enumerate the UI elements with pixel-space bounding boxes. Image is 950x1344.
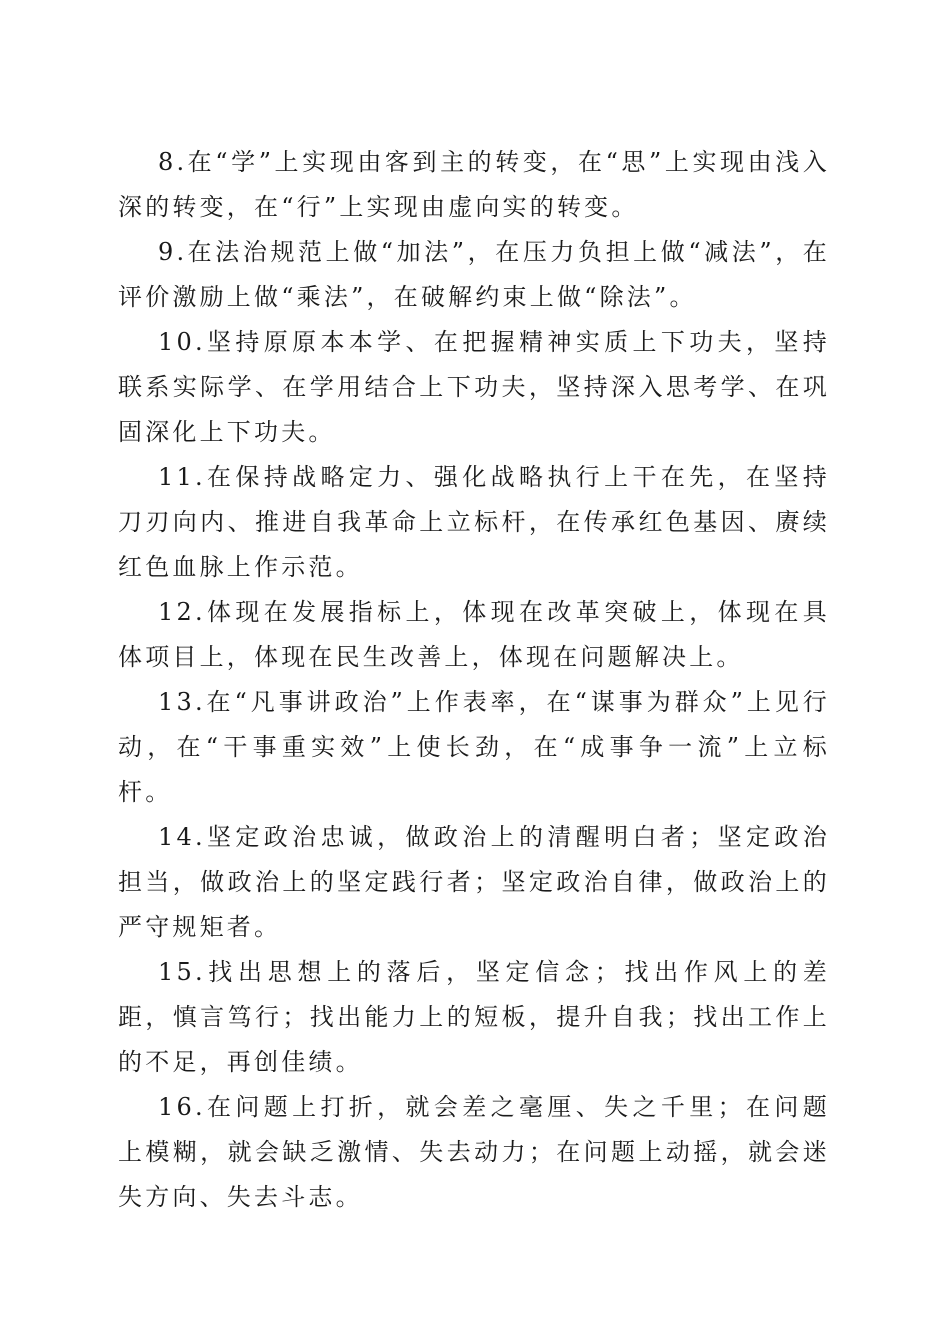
- paragraph-item-10: 10.坚持原原本本学、在把握精神实质上下功夫，坚持联系实际学、在学用结合上下功夫，坚持深入思考学、在巩固深化上下功夫。: [118, 328, 830, 446]
- paragraph-item-11: 11.在保持战略定力、强化战略执行上干在先，在坚持刀刃向内、推进自我革命上立标杆，在传承红色基因、赓续红色血脉上作示范。: [118, 463, 830, 581]
- paragraph-item-12: 12.体现在发展指标上，体现在改革突破上，体现在具体项目上，体现在民生改善上，体现在问题解决上。: [118, 598, 830, 671]
- paragraph-item-14: 14.坚定政治忠诚，做政治上的清醒明白者；坚定政治担当，做政治上的坚定践行者；坚定政治自律，做政治上的严守规矩者。: [118, 823, 830, 941]
- paragraph-item-16: 16.在问题上打折，就会差之毫厘、失之千里；在问题上模糊，就会缺乏激情、失去动力；在问题上动摇，就会迷失方向、失去斗志。: [118, 1093, 830, 1211]
- paragraph-item-15: 15.找出思想上的落后，坚定信念；找出作风上的差距，慎言笃行；找出能力上的短板，提升自我；找出工作上的不足，再创佳绩。: [118, 958, 830, 1076]
- paragraph-item-13: 13.在“凡事讲政治”上作表率，在“谋事为群众”上见行动，在“干事重实效”上使长劲，在“成事争一流”上立标杆。: [118, 688, 830, 806]
- document-body: [118, 140, 830, 1220]
- paragraph-item-9: 9.在法治规范上做“加法”，在压力负担上做“减法”，在评价激励上做“乘法”，在破解约束上做“除法”。: [118, 238, 830, 311]
- paragraph-item-8: 8.在“学”上实现由客到主的转变，在“思”上实现由浅入深的转变，在“行”上实现由虚向实的转变。: [118, 148, 830, 221]
